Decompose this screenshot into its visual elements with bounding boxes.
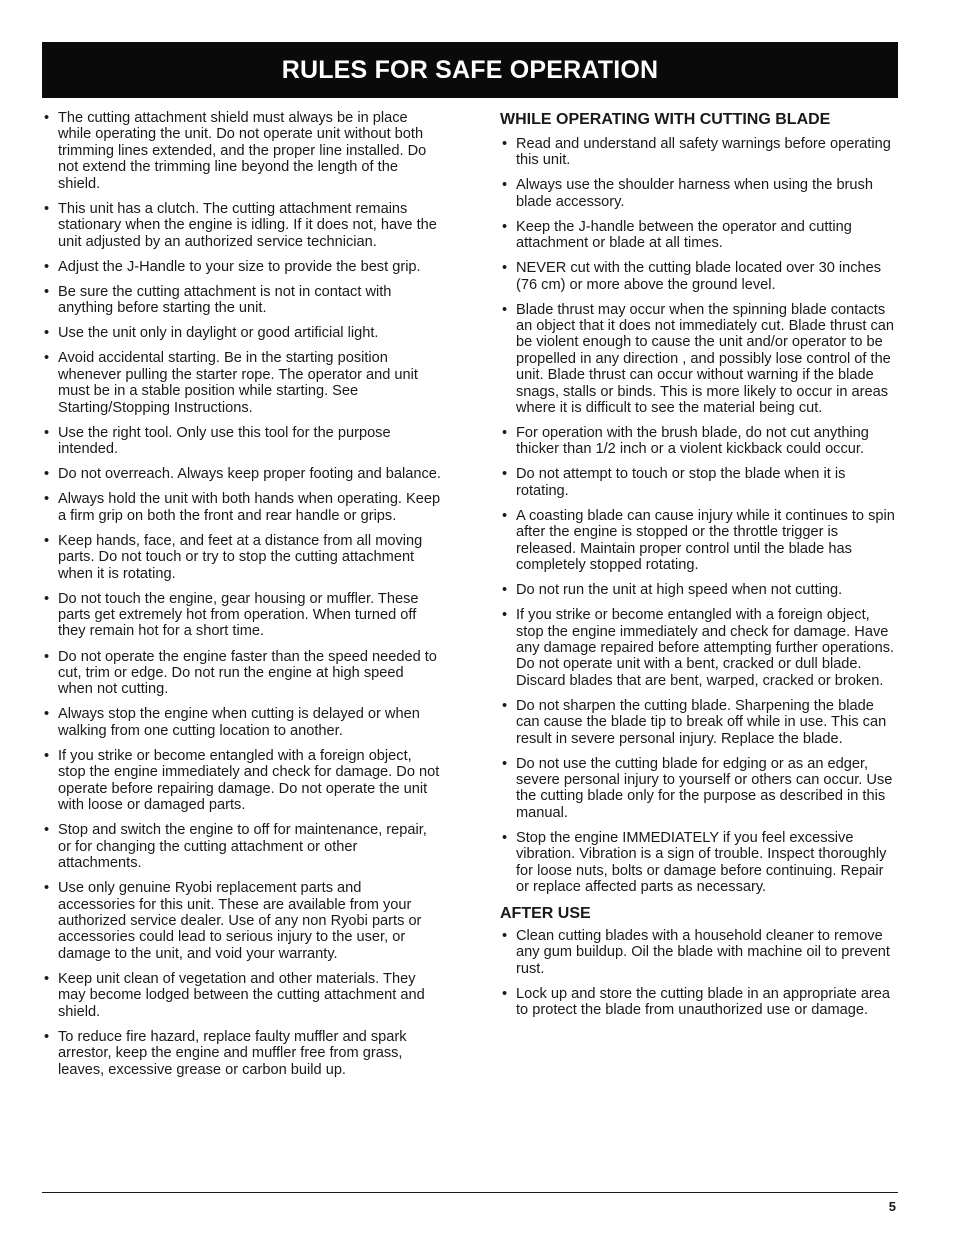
list-item-text: Do not run the unit at high speed when not cutting.: [516, 582, 843, 599]
list-item-text: To reduce fire hazard, replace faulty muffler and spark arrestor, keep the engine and muffler free from grass, leaves, excessive grease or carbon build up.: [58, 1028, 407, 1078]
bullet-icon: •: [44, 970, 50, 987]
list-item: [500, 425, 898, 458]
list-item-text: Stop the engine IMMEDIATELY if you feel excessive vibration. Vibration is a sign of trouble. Inspect thoroughly for loose nuts, bolts or damage before continuing. Repair or replace affected parts as necessary.: [516, 829, 887, 895]
left-column: [42, 110, 442, 1087]
list-item: [42, 110, 442, 192]
list-item: [500, 698, 898, 747]
bullet-icon: •: [44, 590, 50, 607]
list-item: [42, 1029, 442, 1078]
list-item: [500, 986, 898, 1019]
list-item: [42, 822, 442, 871]
bullet-icon: •: [44, 1028, 50, 1045]
list-item: [500, 756, 898, 822]
list-item: [500, 928, 898, 977]
list-item-text: Read and understand all safety warnings before operating this unit.: [516, 136, 891, 169]
list-item-text: Always use the shoulder harness when using the brush blade accessory.: [516, 177, 873, 210]
footer-divider: [42, 1192, 898, 1193]
list-item: [500, 136, 898, 169]
bullet-icon: •: [44, 491, 50, 508]
list-item-text: Use the unit only in daylight or good artificial light.: [58, 325, 379, 342]
after-use-list: [500, 928, 898, 1019]
left-safety-list: [42, 110, 442, 1078]
bullet-icon: •: [44, 110, 50, 126]
bullet-icon: •: [44, 325, 50, 342]
list-item-text: Be sure the cutting attachment is not in contact with anything before starting the unit.: [58, 283, 392, 317]
list-item-text: Do not use the cutting blade for edging or as an edger, severe personal injury to yourself or others can occur. Use the cutting blade only for the purpose as described in this manual.: [516, 755, 893, 821]
bullet-icon: •: [502, 425, 508, 442]
bullet-icon: •: [502, 582, 508, 599]
list-item: [42, 325, 442, 341]
list-item-text: Do not overreach. Always keep proper footing and balance.: [58, 466, 441, 483]
bullet-icon: •: [502, 697, 508, 714]
bullet-icon: •: [44, 283, 50, 300]
list-item-text: Keep unit clean of vegetation and other materials. They may become lodged between the cutting attachment and shield.: [58, 970, 425, 1020]
bullet-icon: •: [44, 532, 50, 549]
bullet-icon: •: [44, 648, 50, 665]
bullet-icon: •: [502, 260, 508, 277]
bullet-icon: •: [502, 177, 508, 194]
list-item-text: NEVER cut with the cutting blade located over 30 inches (76 cm) or more above the ground level.: [516, 260, 882, 293]
list-item: [42, 649, 442, 698]
list-item-text: Do not operate the engine faster than the speed needed to cut, trim or edge. Do not run the engine at high speed when not cutting.: [58, 648, 437, 698]
list-item: [42, 533, 442, 582]
list-item: [500, 830, 898, 896]
list-item-text: Blade thrust may occur when the spinning blade contacts an object that it does not immediately cut. Blade thrust can be violent enough to cause the unit and/or operator to be propelled in any direction , and possibly lose control of the unit. Blade thrust can occur without warning if the blade snags, stalls or binds. This is more likely to occur in areas where it is difficult to see the material being cut.: [516, 301, 895, 417]
bullet-icon: •: [502, 136, 508, 152]
list-item: [42, 466, 442, 482]
bullet-icon: •: [502, 507, 508, 524]
title-banner: [42, 42, 898, 98]
list-item: [500, 260, 898, 293]
bullet-icon: •: [44, 424, 50, 441]
list-item-text: Keep the J-handle between the operator and cutting attachment or blade at all times.: [516, 218, 852, 252]
list-item: [42, 259, 442, 275]
list-item-text: Always stop the engine when cutting is delayed or when walking from one cutting location to another.: [58, 706, 420, 739]
list-item-text: This unit has a clutch. The cutting attachment remains stationary when the engine is idling. If it does not, have the unit adjusted by an authorized service technician.: [58, 200, 437, 250]
list-item-text: Use the right tool. Only use this tool for the purpose intended.: [58, 424, 391, 458]
list-item: [42, 591, 442, 640]
bullet-icon: •: [44, 880, 50, 897]
bullet-icon: •: [44, 350, 50, 367]
list-item: [42, 425, 442, 458]
list-item-text: Always hold the unit with both hands when operating. Keep a firm grip on both the front and rear handle or grips.: [58, 491, 441, 524]
bullet-icon: •: [502, 301, 508, 318]
blade-safety-list: [500, 136, 898, 895]
list-item: [42, 971, 442, 1020]
list-item: [42, 350, 442, 416]
list-item-text: Lock up and store the cutting blade in an appropriate area to protect the blade from unauthorized use or damage.: [516, 985, 891, 1019]
list-item-text: If you strike or become entangled with a foreign object, stop the engine immediately and check for damage. Have any damage repaired before attempting further operations. Do not operate unit with a bent, cracked or dull blade. Discard blades that are bent, warped, cracked or broken.: [516, 607, 895, 689]
bullet-icon: •: [502, 829, 508, 846]
after-use-heading: AFTER USE: [500, 904, 591, 922]
list-item: [500, 177, 898, 210]
bullet-icon: •: [44, 258, 50, 275]
list-item-text: The cutting attachment shield must always be in place while operating the unit. Do not operate unit without both trimming lines extended, and the proper line installed. Do not extend the trimming line beyond the length of the shield.: [58, 110, 427, 192]
blade-section-heading: WHILE OPERATING WITH CUTTING BLADE: [500, 111, 831, 128]
bullet-icon: •: [44, 200, 50, 217]
bullet-icon: •: [44, 706, 50, 723]
list-item: [500, 466, 898, 499]
list-item: [42, 748, 442, 814]
list-item: [42, 491, 442, 524]
page-number: 5: [888, 1199, 896, 1214]
list-item-text: Do not sharpen the cutting blade. Sharpening the blade can cause the blade tip to break off while in use. This can result in severe personal injury. Replace the blade.: [516, 697, 887, 747]
list-item: [42, 880, 442, 962]
page-title: RULES FOR SAFE OPERATION: [281, 55, 659, 84]
list-item: [42, 201, 442, 250]
bullet-icon: •: [44, 466, 50, 483]
list-item: [500, 219, 898, 252]
list-item-text: Stop and switch the engine to off for maintenance, repair, or for changing the cutting attachment or other attachments.: [58, 822, 427, 872]
right-column: [500, 110, 898, 1027]
bullet-icon: •: [502, 985, 508, 1002]
list-item: [500, 607, 898, 689]
list-item-text: For operation with the brush blade, do not cut anything thicker than 1/2 inch or a violent kickback could occur.: [516, 425, 869, 458]
list-item-text: Do not touch the engine, gear housing or muffler. These parts get extremely hot from operation. When turned off they remain hot for a short time.: [58, 590, 419, 640]
bullet-icon: •: [502, 607, 508, 624]
list-item-text: Avoid accidental starting. Be in the starting position whenever pulling the starter rope. The operator and unit must be in a stable position while starting. See Starting/Stopping Instructions.: [58, 350, 418, 416]
list-item: [500, 302, 898, 417]
bullet-icon: •: [502, 218, 508, 235]
bullet-icon: •: [44, 822, 50, 839]
list-item-text: If you strike or become entangled with a foreign object, stop the engine immediately and check for damage. Do not operate before repairing damage. Do not operate the unit with loose or damaged parts.: [58, 747, 440, 814]
list-item-text: Do not attempt to touch or stop the blade when it is rotating.: [516, 466, 846, 499]
list-item-text: A coasting blade can cause injury while it continues to spin after the engine is stopped or the throttle trigger is released. Maintain proper control until the blade has completely stopped rotating.: [516, 507, 895, 574]
bullet-icon: •: [502, 927, 508, 944]
bullet-icon: •: [502, 755, 508, 772]
list-item: [500, 582, 898, 598]
list-item: [42, 284, 442, 317]
list-item-text: Adjust the J-Handle to your size to provide the best grip.: [58, 258, 421, 275]
list-item-text: Use only genuine Ryobi replacement parts and accessories for this unit. These are available from your authorized service dealer. Use of any non Ryobi parts or accessories could lead to serious injury to the user, or damage to the unit, and void your warranty.: [58, 880, 422, 962]
list-item: [42, 706, 442, 739]
list-item-text: Keep hands, face, and feet at a distance from all moving parts. Do not touch or try to stop the cutting attachment when it is rotating.: [58, 532, 423, 582]
list-item-text: Clean cutting blades with a household cleaner to remove any gum buildup. Oil the blade with machine oil to prevent rust.: [516, 927, 890, 977]
bullet-icon: •: [502, 466, 508, 483]
bullet-icon: •: [44, 747, 50, 764]
list-item: [500, 508, 898, 574]
